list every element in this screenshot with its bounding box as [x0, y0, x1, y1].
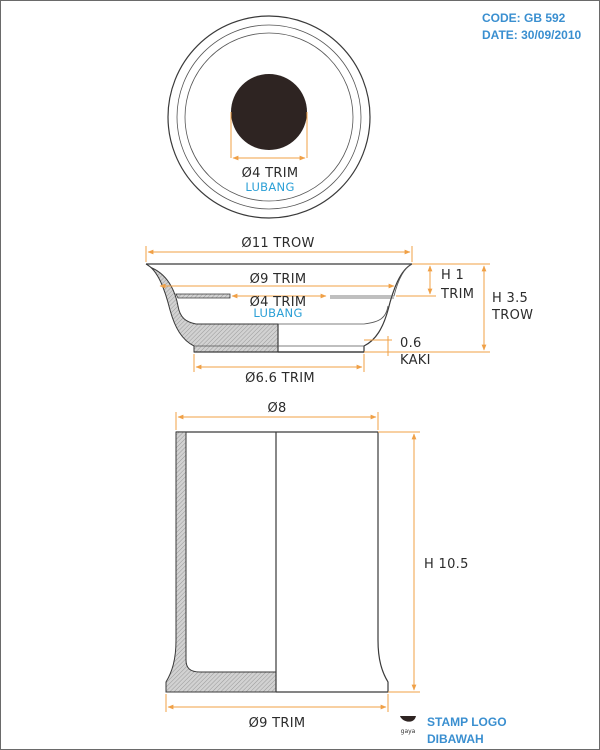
section-hole-note: LUBANG: [253, 306, 303, 320]
foot-diameter-label: Ø6.6 TRIM: [245, 371, 315, 386]
logo-bowl-icon: [400, 716, 416, 722]
outer-diameter-label: Ø11 TROW: [241, 236, 315, 251]
stamp-line-1: STAMP LOGO: [427, 715, 507, 729]
cylinder-right-outline: [276, 432, 388, 692]
base-diameter-label: Ø9 TRIM: [248, 716, 306, 731]
logo-text: gaya: [400, 728, 416, 735]
inner-rim-label: Ø9 TRIM: [249, 272, 307, 287]
drain-hole: [231, 74, 307, 150]
left-ledge: [176, 294, 230, 298]
foot-height-label: 0.6: [400, 336, 422, 351]
rim-height-label: H 1: [441, 268, 465, 283]
cylinder-view: [166, 401, 469, 731]
stamp-note: [400, 715, 507, 746]
section-view: [146, 236, 533, 386]
height-label: H 10.5: [424, 557, 469, 572]
rim-height-unit: TRIM: [441, 287, 475, 302]
section-hole-label: Ø4 TRIM: [249, 295, 307, 310]
stamp-line-2: DIBAWAH: [427, 732, 484, 746]
top-view: [168, 16, 370, 218]
drawing-date: DATE: 30/09/2010: [482, 28, 582, 42]
cylinder-left-wall: [166, 432, 276, 692]
top-diameter-label: Ø8: [267, 401, 287, 416]
foot-label: KAKI: [400, 353, 431, 368]
top-hole-diameter-label: Ø4 TRIM: [241, 166, 299, 181]
drawing-code: CODE: GB 592: [482, 11, 566, 25]
top-hole-note: LUBANG: [245, 180, 295, 194]
total-height-unit: TROW: [492, 308, 534, 323]
total-height-label: H 3.5: [492, 291, 529, 306]
